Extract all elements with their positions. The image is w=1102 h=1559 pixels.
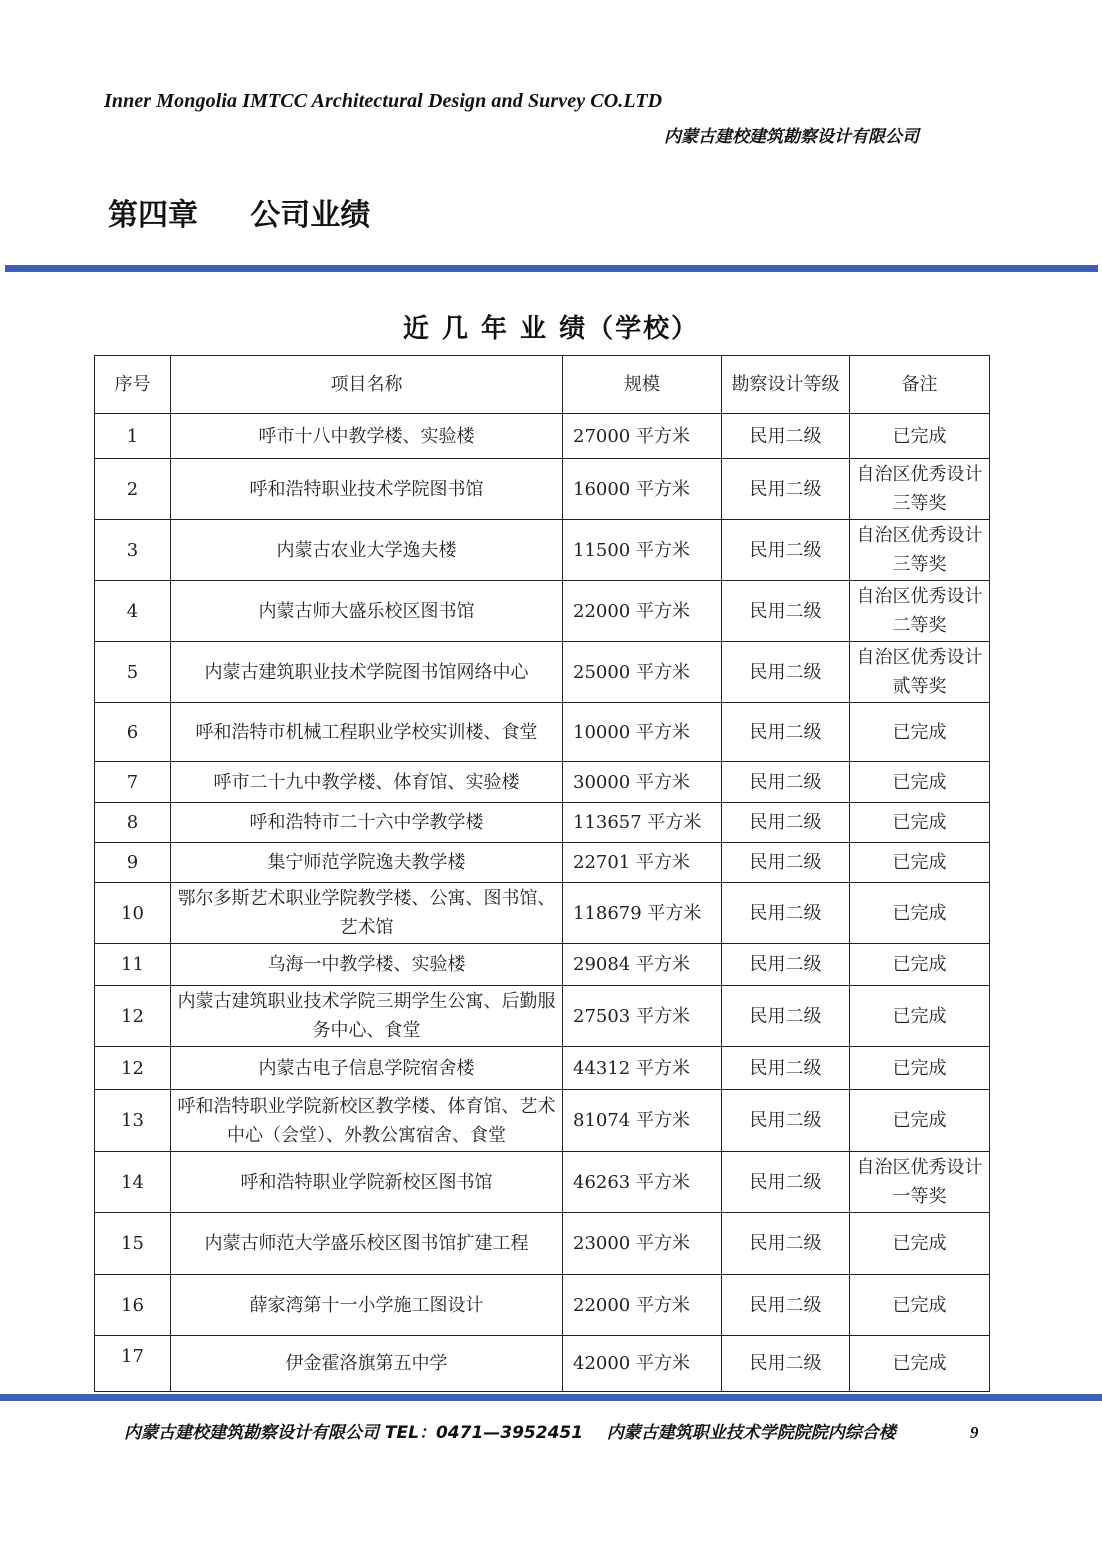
row-grade: 民用二级 bbox=[722, 1336, 850, 1392]
row-index: 11 bbox=[95, 944, 171, 986]
row-project-name: 呼和浩特职业学院新校区图书馆 bbox=[171, 1152, 563, 1213]
row-index: 2 bbox=[95, 459, 171, 520]
row-project-name: 呼和浩特职业技术学院图书馆 bbox=[171, 459, 563, 520]
footer-divider bbox=[0, 1394, 1102, 1401]
row-index: 6 bbox=[95, 703, 171, 762]
table-row bbox=[95, 762, 990, 803]
row-grade: 民用二级 bbox=[722, 1275, 850, 1336]
row-index: 1 bbox=[95, 414, 171, 459]
row-grade: 民用二级 bbox=[722, 843, 850, 883]
row-grade: 民用二级 bbox=[722, 703, 850, 762]
row-index: 5 bbox=[95, 642, 171, 703]
table-row bbox=[95, 986, 990, 1047]
row-grade: 民用二级 bbox=[722, 581, 850, 642]
table-row bbox=[95, 581, 990, 642]
row-scale: 30000 平方米 bbox=[563, 762, 722, 803]
table-row bbox=[95, 843, 990, 883]
row-grade: 民用二级 bbox=[722, 1213, 850, 1275]
header-company-cn: 内蒙古建校建筑勘察设计有限公司 bbox=[664, 127, 919, 147]
row-scale: 46263 平方米 bbox=[563, 1152, 722, 1213]
row-note: 已完成 bbox=[850, 843, 990, 883]
header-index: 序号 bbox=[95, 356, 171, 414]
page-number: 9 bbox=[970, 1423, 979, 1442]
row-index: 12 bbox=[95, 1047, 171, 1090]
row-grade: 民用二级 bbox=[722, 883, 850, 944]
row-project-name: 呼和浩特市二十六中学教学楼 bbox=[171, 803, 563, 843]
row-scale: 27000 平方米 bbox=[563, 414, 722, 459]
table-row bbox=[95, 1090, 990, 1152]
row-note: 自治区优秀设计二等奖 bbox=[850, 581, 990, 642]
header-note: 备注 bbox=[850, 356, 990, 414]
row-scale: 27503 平方米 bbox=[563, 986, 722, 1047]
row-note: 已完成 bbox=[850, 1047, 990, 1090]
row-index: 9 bbox=[95, 843, 171, 883]
row-note: 已完成 bbox=[850, 803, 990, 843]
table-row bbox=[95, 459, 990, 520]
row-scale: 16000 平方米 bbox=[563, 459, 722, 520]
row-note: 自治区优秀设计一等奖 bbox=[850, 1152, 990, 1213]
row-scale: 42000 平方米 bbox=[563, 1336, 722, 1392]
row-scale: 118679 平方米 bbox=[563, 883, 722, 944]
table-row bbox=[95, 1047, 990, 1090]
row-project-name: 伊金霍洛旗第五中学 bbox=[171, 1336, 563, 1392]
row-note: 已完成 bbox=[850, 986, 990, 1047]
row-note: 已完成 bbox=[850, 1336, 990, 1392]
row-project-name: 集宁师范学院逸夫教学楼 bbox=[171, 843, 563, 883]
row-index: 10 bbox=[95, 883, 171, 944]
row-grade: 民用二级 bbox=[722, 642, 850, 703]
row-note: 已完成 bbox=[850, 703, 990, 762]
row-note: 已完成 bbox=[850, 762, 990, 803]
table-row bbox=[95, 944, 990, 986]
row-scale: 22000 平方米 bbox=[563, 1275, 722, 1336]
row-project-name: 鄂尔多斯艺术职业学院教学楼、公寓、图书馆、艺术馆 bbox=[171, 883, 563, 944]
row-project-name: 呼市二十九中教学楼、体育馆、实验楼 bbox=[171, 762, 563, 803]
row-note: 已完成 bbox=[850, 414, 990, 459]
table-row bbox=[95, 414, 990, 459]
row-scale: 25000 平方米 bbox=[563, 642, 722, 703]
row-note: 自治区优秀设计三等奖 bbox=[850, 520, 990, 581]
row-index: 4 bbox=[95, 581, 171, 642]
row-note: 已完成 bbox=[850, 883, 990, 944]
row-scale: 113657 平方米 bbox=[563, 803, 722, 843]
row-project-name: 呼市十八中教学楼、实验楼 bbox=[171, 414, 563, 459]
header-company-en: Inner Mongolia IMTCC Architectural Design and Survey CO.LTD bbox=[104, 90, 663, 112]
row-note: 已完成 bbox=[850, 1275, 990, 1336]
row-grade: 民用二级 bbox=[722, 762, 850, 803]
header-grade: 勘察设计等级 bbox=[722, 356, 850, 414]
projects-table-body bbox=[95, 356, 990, 1392]
row-grade: 民用二级 bbox=[722, 803, 850, 843]
row-note: 自治区优秀设计贰等奖 bbox=[850, 642, 990, 703]
row-index: 12 bbox=[95, 986, 171, 1047]
row-grade: 民用二级 bbox=[722, 1152, 850, 1213]
row-note: 已完成 bbox=[850, 944, 990, 986]
row-index: 14 bbox=[95, 1152, 171, 1213]
row-grade: 民用二级 bbox=[722, 414, 850, 459]
row-grade: 民用二级 bbox=[722, 459, 850, 520]
row-index: 8 bbox=[95, 803, 171, 843]
row-index: 16 bbox=[95, 1275, 171, 1336]
row-grade: 民用二级 bbox=[722, 520, 850, 581]
table-row bbox=[95, 1152, 990, 1213]
header-project-name: 项目名称 bbox=[171, 356, 563, 414]
table-header-row bbox=[95, 356, 990, 414]
table-title: 近 几 年 业 绩（学校） bbox=[402, 314, 700, 344]
row-index: 13 bbox=[95, 1090, 171, 1152]
row-project-name: 内蒙古建筑职业技术学院图书馆网络中心 bbox=[171, 642, 563, 703]
row-grade: 民用二级 bbox=[722, 944, 850, 986]
row-scale: 81074 平方米 bbox=[563, 1090, 722, 1152]
row-project-name: 内蒙古建筑职业技术学院三期学生公寓、后勤服务中心、食堂 bbox=[171, 986, 563, 1047]
table-row bbox=[95, 1275, 990, 1336]
row-project-name: 内蒙古电子信息学院宿舍楼 bbox=[171, 1047, 563, 1090]
row-scale: 22701 平方米 bbox=[563, 843, 722, 883]
row-grade: 民用二级 bbox=[722, 1090, 850, 1152]
row-index: 15 bbox=[95, 1213, 171, 1275]
footer-text: 内蒙古建校建筑勘察设计有限公司 TEL：0471—3952451 内蒙古建筑职业技术学院院院内综合楼 bbox=[124, 1423, 896, 1443]
row-grade: 民用二级 bbox=[722, 1047, 850, 1090]
row-note: 已完成 bbox=[850, 1213, 990, 1275]
table-row bbox=[95, 1213, 990, 1275]
row-note: 自治区优秀设计三等奖 bbox=[850, 459, 990, 520]
row-scale: 11500 平方米 bbox=[563, 520, 722, 581]
row-grade: 民用二级 bbox=[722, 986, 850, 1047]
row-index: 3 bbox=[95, 520, 171, 581]
row-note: 已完成 bbox=[850, 1090, 990, 1152]
header-scale: 规模 bbox=[563, 356, 722, 414]
row-project-name: 内蒙古师大盛乐校区图书馆 bbox=[171, 581, 563, 642]
projects-table bbox=[94, 355, 990, 1392]
row-project-name: 乌海一中教学楼、实验楼 bbox=[171, 944, 563, 986]
table-row bbox=[95, 803, 990, 843]
row-index: 7 bbox=[95, 762, 171, 803]
row-index: 17 bbox=[95, 1336, 171, 1392]
row-scale: 10000 平方米 bbox=[563, 703, 722, 762]
chapter-title: 第四章 公司业绩 bbox=[108, 198, 371, 233]
header-divider bbox=[5, 265, 1098, 272]
row-project-name: 内蒙古农业大学逸夫楼 bbox=[171, 520, 563, 581]
table-row bbox=[95, 883, 990, 944]
row-scale: 22000 平方米 bbox=[563, 581, 722, 642]
table-row bbox=[95, 520, 990, 581]
table-row bbox=[95, 1336, 990, 1392]
row-project-name: 呼和浩特职业学院新校区教学楼、体育馆、艺术中心（会堂）、外教公寓宿舍、食堂 bbox=[171, 1090, 563, 1152]
row-scale: 44312 平方米 bbox=[563, 1047, 722, 1090]
row-scale: 29084 平方米 bbox=[563, 944, 722, 986]
row-scale: 23000 平方米 bbox=[563, 1213, 722, 1275]
row-project-name: 呼和浩特市机械工程职业学校实训楼、食堂 bbox=[171, 703, 563, 762]
row-project-name: 内蒙古师范大学盛乐校区图书馆扩建工程 bbox=[171, 1213, 563, 1275]
table-row bbox=[95, 642, 990, 703]
row-project-name: 薛家湾第十一小学施工图设计 bbox=[171, 1275, 563, 1336]
table-row bbox=[95, 703, 990, 762]
